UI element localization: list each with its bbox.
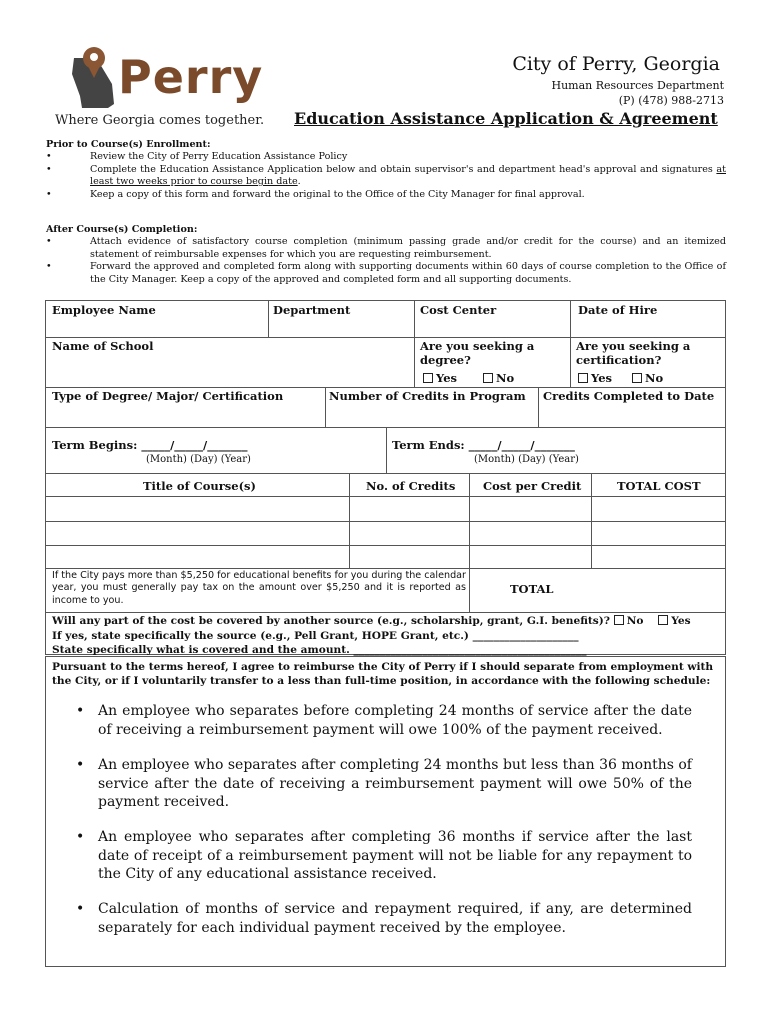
schedule-item-4: • Calculation of months of service and repayment required, if any, are determined separately for each individual payment received by the employee.: [76, 901, 692, 936]
cert-yes-checkbox[interactable]: Yes: [578, 371, 612, 385]
schedule-item-1: • An employee who separates before completing 24 months of service after the date of receiving a reimbursement payment will owe 100% of the payment received.: [76, 703, 692, 738]
schedule-item-3: • An employee who separates after completing 36 months if service after the last date of receipt of a reimbursement payment will not be liable for any repayment to the City of any educational assistance received.: [76, 829, 692, 882]
term-begins-field[interactable]: Term Begins: _____/_____/_______: [52, 438, 248, 452]
department-name: Human Resources Department: [551, 79, 724, 92]
seeking-cert-label: Are you seeking a certification?: [576, 339, 691, 367]
prior-bullet-2: • Complete the Education Assistance Application below and obtain supervisor's and department head's approval and signatures at least two weeks prior to course begin date.: [46, 164, 726, 189]
employee-name-label: Employee Name: [52, 303, 156, 317]
tax-note: If the City pays more than $5,250 for educational benefits for you during the calendar year, you must generally pay tax on the amount over $5,250 and it is reported as income to you.: [52, 570, 466, 606]
cost-center-label: Cost Center: [420, 303, 497, 317]
coverage-field[interactable]: State specifically what is covered and the amount. ____________________________________________: [52, 644, 587, 656]
after-heading: After Course(s) Completion:: [46, 224, 198, 235]
cert-no-checkbox[interactable]: No: [632, 371, 663, 385]
seeking-degree-label: Are you seeking a degree?: [420, 339, 535, 367]
total-label: TOTAL: [510, 582, 554, 596]
department-info: [551, 78, 724, 108]
term-begins-hint: (Month) (Day) (Year): [146, 454, 251, 465]
course-title-header: Title of Course(s): [143, 479, 256, 493]
degree-major-label: Type of Degree/ Major/ Certification: [52, 389, 284, 403]
city-name: City of Perry, Georgia: [512, 53, 720, 75]
degree-no-checkbox[interactable]: No: [483, 371, 514, 385]
after-bullet-2: • Forward the approved and completed form along with supporting documents within 60 days of course completion to the Office of the City Manager. Keep a copy of the approved and completed form and all supporting documents.: [46, 261, 726, 286]
department-label: Department: [273, 303, 351, 317]
schedule-item-2: • An employee who separates after completing 24 months but less than 36 months of service after the date of receiving a reimbursement payment will owe 50% of the payment received.: [76, 757, 692, 810]
agreement-intro: Pursuant to the terms hereof, I agree to reimburse the City of Perry if I should separate from employment with the City, or if I voluntarily transfer to a less than full-time position, in accordance with the following schedule:: [52, 661, 714, 687]
cost-per-credit-header: Cost per Credit: [483, 479, 582, 493]
other-source-no-checkbox[interactable]: No: [614, 615, 644, 627]
prior-bullet-1: • Review the City of Perry Education Assistance Policy: [46, 151, 726, 163]
department-phone: (P) (478) 988-2713: [618, 94, 724, 107]
tagline: Where Georgia comes together.: [55, 113, 265, 128]
source-field[interactable]: If yes, state specifically the source (e.g., Pell Grant, HOPE Grant, etc.) ____________________: [52, 630, 579, 642]
georgia-map-pin-icon: [68, 44, 120, 110]
other-source-yes-checkbox[interactable]: Yes: [658, 615, 690, 627]
credits-program-label: Number of Credits in Program: [329, 389, 526, 403]
other-source-question: Will any part of the cost be covered by another source (e.g., scholarship, grant, G.I. benefits)? No Yes: [52, 615, 691, 627]
total-cost-header: TOTAL COST: [617, 479, 701, 493]
credits-header: No. of Credits: [366, 479, 456, 493]
after-instructions: [46, 224, 726, 286]
prior-heading: Prior to Course(s) Enrollment:: [46, 139, 211, 150]
term-ends-field[interactable]: Term Ends: _____/_____/_______: [392, 438, 575, 452]
prior-instructions: [46, 139, 726, 201]
name-of-school-label: Name of School: [52, 339, 154, 353]
document-title: Education Assistance Application & Agreement: [294, 109, 718, 128]
date-of-hire-label: Date of Hire: [578, 303, 658, 317]
degree-yes-checkbox[interactable]: Yes: [423, 371, 457, 385]
credits-completed-label: Credits Completed to Date: [543, 389, 715, 403]
term-ends-hint: (Month) (Day) (Year): [474, 454, 579, 465]
after-bullet-1: • Attach evidence of satisfactory course completion (minimum passing grade and/or credit for the course) and an itemized statement of reimbursable expenses for which you are requesting reimbursement.: [46, 236, 726, 261]
prior-bullet-3: • Keep a copy of this form and forward the original to the Office of the City Manager for final approval.: [46, 189, 726, 201]
logo-wordmark: Perry: [118, 50, 264, 104]
